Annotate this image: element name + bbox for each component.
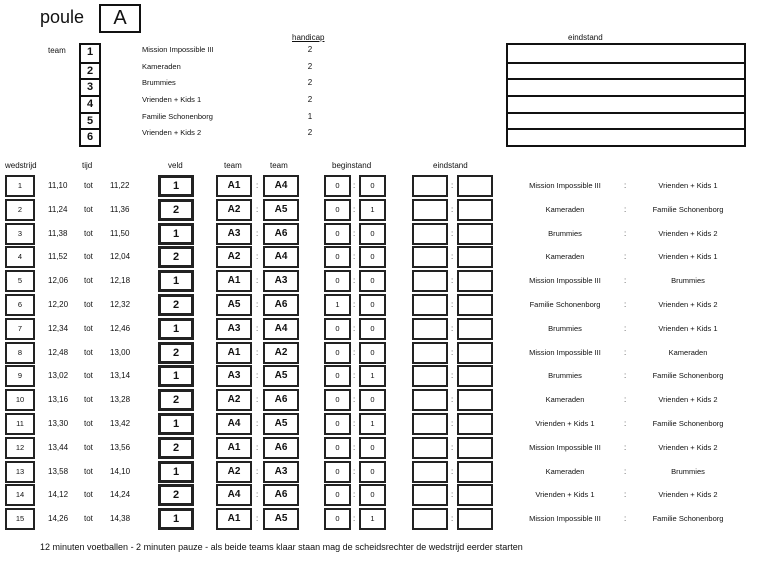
colon-separator: : (624, 300, 627, 309)
start-score-team1: 0 (324, 413, 351, 435)
colon-separator: : (624, 347, 627, 357)
final-standing-row[interactable] (508, 95, 744, 112)
team-handicap: 2 (307, 128, 313, 138)
start-score-team1: 0 (324, 270, 351, 292)
colon-separator: : (451, 228, 454, 238)
final-standing-row[interactable] (508, 62, 744, 79)
final-score-team2[interactable] (457, 246, 493, 268)
final-standings-table (506, 43, 746, 147)
colon-separator: : (256, 490, 259, 500)
team-handicap: 2 (307, 95, 313, 104)
team2-name: Vrienden + Kids 2 (658, 228, 718, 238)
end-time: 14,24 (110, 490, 131, 500)
start-score-team1: 0 (324, 223, 351, 245)
colon-separator: : (624, 466, 627, 476)
team-number: 1 (86, 46, 94, 58)
start-score-team2: 0 (359, 175, 386, 197)
team1-code: A4 (216, 484, 252, 506)
colon-separator: : (256, 395, 259, 405)
match-number: 14 (5, 484, 35, 506)
team1-code: A1 (216, 437, 252, 459)
colon-separator: : (451, 204, 454, 214)
team-name: Vrienden + Kids 2 (142, 128, 202, 138)
final-score-team1[interactable] (412, 508, 448, 530)
team2-name: Vrienden + Kids 1 (658, 181, 718, 190)
team-handicap: 2 (307, 78, 313, 88)
team-number: 6 (81, 128, 99, 145)
start-time: 12,20 (48, 300, 69, 309)
start-time: 11,38 (48, 228, 68, 238)
colon-separator: : (624, 276, 627, 286)
team2-code: A4 (263, 318, 299, 340)
colon-separator: : (353, 276, 356, 286)
colon-separator: : (451, 466, 454, 476)
team1-name: Kameraden (545, 204, 585, 214)
match-number: 3 (5, 223, 35, 245)
start-score-team2: 1 (359, 413, 386, 435)
team1-code: A5 (216, 294, 252, 316)
team1-name: Mission Impossible III (529, 276, 601, 286)
time-separator: tot (84, 323, 93, 333)
start-score-team1: 0 (324, 342, 351, 364)
team1-name: Mission Impossible III (529, 181, 601, 190)
final-score-team1[interactable] (412, 437, 448, 459)
team1-code: A2 (216, 246, 252, 268)
end-time: 13,14 (110, 371, 131, 381)
time-separator: tot (84, 276, 93, 286)
end-time: 12,18 (110, 276, 131, 286)
team2-code: A4 (263, 175, 299, 197)
final-score-team2[interactable] (457, 389, 493, 411)
poule-value: A (99, 4, 141, 33)
colon-separator: : (353, 395, 356, 405)
field-number: 2 (158, 389, 194, 411)
colon-separator: : (353, 466, 356, 476)
time-separator: tot (84, 300, 93, 309)
team1-code: A1 (216, 270, 252, 292)
time-separator: tot (84, 371, 93, 381)
team2-name: Familie Schonenborg (652, 419, 724, 428)
team1-code: A3 (216, 365, 252, 387)
colon-separator: : (451, 347, 454, 357)
time-separator: tot (84, 228, 93, 238)
team2-code: A5 (263, 199, 299, 221)
final-standing-row[interactable] (508, 128, 744, 145)
start-score-team2: 1 (359, 365, 386, 387)
start-score-team2: 1 (359, 508, 386, 530)
team-label: team (48, 46, 66, 55)
field-number: 2 (158, 199, 194, 221)
colon-separator: : (624, 490, 627, 500)
header-team2: team (270, 161, 288, 170)
field-number: 1 (158, 175, 194, 197)
start-score-team1: 0 (324, 199, 351, 221)
final-score-team2[interactable] (457, 175, 493, 197)
final-score-team2[interactable] (457, 365, 493, 387)
start-score-team1: 1 (324, 294, 351, 316)
colon-separator: : (256, 347, 259, 357)
team1-code: A1 (216, 342, 252, 364)
colon-separator: : (624, 204, 627, 214)
colon-separator: : (353, 371, 356, 381)
match-number: 8 (5, 342, 35, 364)
team1-name: Mission Impossible III (529, 442, 601, 452)
team2-name: Familie Schonenborg (652, 204, 724, 214)
team2-code: A5 (263, 365, 299, 387)
colon-separator: : (624, 228, 627, 238)
team2-code: A5 (263, 508, 299, 530)
start-time: 13,02 (48, 371, 69, 381)
start-score-team1: 0 (324, 437, 351, 459)
end-time: 13,42 (110, 419, 131, 428)
start-time: 12,34 (48, 323, 69, 333)
colon-separator: : (256, 252, 259, 262)
team1-name: Vrienden + Kids 1 (535, 490, 595, 500)
final-score-team1[interactable] (412, 199, 448, 221)
team1-code: A3 (216, 223, 252, 245)
colon-separator: : (624, 419, 627, 428)
colon-separator: : (256, 442, 259, 452)
time-separator: tot (84, 347, 93, 357)
match-number: 12 (5, 437, 35, 459)
final-standing-row[interactable] (508, 45, 744, 62)
match-number: 1 (5, 175, 35, 197)
team-number: 5 (81, 112, 99, 129)
final-score-team2[interactable] (457, 199, 493, 221)
start-score-team2: 0 (359, 437, 386, 459)
field-number: 1 (158, 270, 194, 292)
team2-name: Brummies (671, 466, 705, 476)
end-time: 11,50 (110, 228, 130, 238)
match-number: 4 (5, 246, 35, 268)
final-score-team2[interactable] (457, 484, 493, 506)
end-time: 13,00 (110, 347, 131, 357)
final-score-team1[interactable] (412, 175, 448, 197)
time-separator: tot (84, 419, 93, 428)
team2-code: A3 (263, 270, 299, 292)
start-score-team1: 0 (324, 365, 351, 387)
team-name: Brummies (142, 78, 176, 88)
team2-code: A6 (263, 294, 299, 316)
start-score-team2: 0 (359, 461, 386, 483)
end-time: 12,46 (110, 323, 131, 333)
team1-name: Brummies (548, 228, 582, 238)
final-score-team1[interactable] (412, 413, 448, 435)
team2-name: Vrienden + Kids 1 (658, 323, 718, 333)
team-name: Familie Schonenborg (142, 111, 213, 121)
start-time: 12,48 (48, 347, 69, 357)
match-number: 10 (5, 389, 35, 411)
field-number: 1 (158, 461, 194, 483)
colon-separator: : (256, 371, 259, 381)
colon-separator: : (256, 276, 259, 286)
team1-name: Brummies (548, 323, 582, 333)
team-handicap: 2 (307, 61, 313, 71)
header-tijd: tijd (82, 161, 93, 170)
team-number-list (79, 43, 101, 147)
field-number: 1 (158, 318, 194, 340)
start-time: 14,26 (48, 514, 69, 524)
time-separator: tot (84, 395, 93, 405)
team2-name: Vrienden + Kids 2 (658, 300, 718, 309)
colon-separator: : (256, 228, 259, 238)
team-name: Kameraden (142, 61, 181, 71)
colon-separator: : (353, 347, 356, 357)
start-time: 11,52 (48, 252, 68, 262)
colon-separator: : (451, 276, 454, 286)
team1-name: Kameraden (545, 395, 585, 405)
match-number: 15 (5, 508, 35, 530)
team2-name: Vrienden + Kids 2 (658, 442, 718, 452)
team2-name: Familie Schonenborg (652, 514, 724, 524)
start-score-team1: 0 (324, 175, 351, 197)
start-score-team2: 0 (359, 223, 386, 245)
team2-code: A4 (263, 246, 299, 268)
colon-separator: : (353, 442, 356, 452)
colon-separator: : (624, 252, 627, 262)
start-score-team2: 0 (359, 342, 386, 364)
team2-name: Vrienden + Kids 2 (658, 395, 718, 405)
colon-separator: : (256, 323, 259, 333)
final-score-team1[interactable] (412, 342, 448, 364)
team2-name: Kameraden (668, 347, 708, 357)
team1-name: Vrienden + Kids 1 (535, 419, 595, 428)
team-handicap: 2 (307, 45, 313, 54)
final-score-team1[interactable] (412, 484, 448, 506)
field-number: 1 (158, 223, 194, 245)
start-score-team1: 0 (324, 318, 351, 340)
colon-separator: : (624, 181, 627, 190)
field-number: 2 (158, 484, 194, 506)
colon-separator: : (624, 395, 627, 405)
start-score-team2: 0 (359, 318, 386, 340)
team1-code: A4 (216, 413, 252, 435)
start-score-team2: 0 (359, 389, 386, 411)
colon-separator: : (353, 419, 356, 428)
colon-separator: : (451, 442, 454, 452)
colon-separator: : (451, 252, 454, 262)
team2-code: A5 (263, 413, 299, 435)
header-eindstand: eindstand (433, 161, 468, 170)
start-score-team2: 0 (359, 246, 386, 268)
team2-code: A2 (263, 342, 299, 364)
team-name: Vrienden + Kids 1 (142, 95, 202, 104)
team1-code: A1 (216, 175, 252, 197)
team-handicap: 1 (307, 111, 313, 121)
time-separator: tot (84, 514, 93, 524)
colon-separator: : (624, 371, 627, 381)
final-score-team1[interactable] (412, 223, 448, 245)
header-wedstrijd: wedstrijd (5, 161, 37, 170)
end-time: 14,10 (110, 466, 131, 476)
time-separator: tot (84, 442, 93, 452)
colon-separator: : (256, 514, 259, 524)
team1-name: Mission Impossible III (529, 347, 601, 357)
final-score-team2[interactable] (457, 342, 493, 364)
colon-separator: : (451, 419, 454, 428)
field-number: 2 (158, 342, 194, 364)
colon-separator: : (624, 323, 627, 333)
team2-name: Vrienden + Kids 2 (658, 490, 718, 500)
match-number: 6 (5, 294, 35, 316)
eindstand-header: eindstand (568, 33, 603, 42)
team2-code: A3 (263, 461, 299, 483)
colon-separator: : (353, 323, 356, 333)
colon-separator: : (353, 514, 356, 524)
final-score-team1[interactable] (412, 318, 448, 340)
colon-separator: : (353, 204, 356, 214)
field-number: 1 (158, 508, 194, 530)
team-number: 3 (81, 78, 99, 95)
match-number: 7 (5, 318, 35, 340)
final-standing-row[interactable] (508, 112, 744, 129)
header-beginstand: beginstand (332, 161, 372, 170)
end-time: 11,22 (110, 181, 130, 190)
final-score-team2[interactable] (457, 437, 493, 459)
team2-code: A6 (263, 223, 299, 245)
colon-separator: : (353, 490, 356, 500)
team1-name: Brummies (548, 371, 582, 381)
final-score-team2[interactable] (457, 294, 493, 316)
colon-separator: : (451, 323, 454, 333)
final-score-team1[interactable] (412, 365, 448, 387)
team-number: 2 (81, 62, 99, 79)
final-score-team1[interactable] (412, 270, 448, 292)
colon-separator: : (353, 252, 356, 262)
start-score-team2: 0 (359, 294, 386, 316)
team2-code: A6 (263, 437, 299, 459)
start-time: 13,30 (48, 419, 69, 428)
start-time: 13,44 (48, 442, 69, 452)
time-separator: tot (84, 466, 93, 476)
start-time: 11,24 (48, 204, 68, 214)
colon-separator: : (256, 466, 259, 476)
team2-name: Brummies (671, 276, 705, 286)
final-score-team2[interactable] (457, 461, 493, 483)
start-time: 13,16 (48, 395, 69, 405)
end-time: 11,36 (110, 204, 130, 214)
header-team1: team (224, 161, 242, 170)
team-number: 4 (81, 95, 99, 112)
start-score-team2: 0 (359, 270, 386, 292)
final-score-team1[interactable] (412, 461, 448, 483)
start-time: 13,58 (48, 466, 69, 476)
match-number: 5 (5, 270, 35, 292)
header-veld: veld (168, 161, 183, 170)
colon-separator: : (451, 490, 454, 500)
end-time: 12,04 (110, 252, 131, 262)
team1-code: A3 (216, 318, 252, 340)
final-score-team2[interactable] (457, 413, 493, 435)
team1-code: A2 (216, 199, 252, 221)
start-score-team1: 0 (324, 484, 351, 506)
end-time: 13,28 (110, 395, 131, 405)
field-number: 1 (158, 413, 194, 435)
start-time: 14,12 (48, 490, 69, 500)
final-score-team2[interactable] (457, 508, 493, 530)
final-score-team2[interactable] (457, 318, 493, 340)
team2-name: Vrienden + Kids 1 (658, 252, 718, 262)
end-time: 14,38 (110, 514, 131, 524)
footer-note: 12 minuten voetballen - 2 minuten pauze - als beide teams klaar staan mag de scheidsrechter de wedstrijd eerder starten (40, 542, 523, 552)
match-number: 13 (5, 461, 35, 483)
team1-code: A2 (216, 461, 252, 483)
colon-separator: : (451, 514, 454, 524)
team1-name: Kameraden (545, 466, 585, 476)
colon-separator: : (353, 181, 356, 190)
match-number: 11 (5, 413, 35, 435)
team1-code: A1 (216, 508, 252, 530)
final-score-team2[interactable] (457, 223, 493, 245)
colon-separator: : (451, 300, 454, 309)
final-score-team2[interactable] (457, 270, 493, 292)
team-name: Mission Impossible III (142, 45, 214, 54)
colon-separator: : (256, 204, 259, 214)
team1-name: Familie Schonenborg (529, 300, 601, 309)
match-number: 9 (5, 365, 35, 387)
field-number: 2 (158, 294, 194, 316)
time-separator: tot (84, 181, 93, 190)
colon-separator: : (353, 228, 356, 238)
start-score-team1: 0 (324, 461, 351, 483)
colon-separator: : (451, 395, 454, 405)
start-score-team1: 0 (324, 508, 351, 530)
start-time: 11,10 (48, 181, 68, 190)
colon-separator: : (624, 514, 627, 524)
team1-code: A2 (216, 389, 252, 411)
end-time: 12,32 (110, 300, 131, 309)
colon-separator: : (256, 419, 259, 428)
team2-code: A6 (263, 484, 299, 506)
start-time: 12,06 (48, 276, 69, 286)
start-score-team2: 0 (359, 484, 386, 506)
team2-code: A6 (263, 389, 299, 411)
start-score-team2: 1 (359, 199, 386, 221)
time-separator: tot (84, 204, 93, 214)
start-score-team1: 0 (324, 246, 351, 268)
team1-name: Mission Impossible III (529, 514, 601, 524)
colon-separator: : (256, 300, 259, 309)
team1-name: Kameraden (545, 252, 585, 262)
time-separator: tot (84, 252, 93, 262)
match-number: 2 (5, 199, 35, 221)
team2-name: Familie Schonenborg (652, 371, 724, 381)
field-number: 2 (158, 246, 194, 268)
end-time: 13,56 (110, 442, 131, 452)
handicap-header: handicap (292, 33, 325, 42)
colon-separator: : (451, 181, 454, 190)
final-score-team1[interactable] (412, 294, 448, 316)
poule-label: poule (40, 7, 85, 27)
colon-separator: : (451, 371, 454, 381)
field-number: 1 (158, 365, 194, 387)
colon-separator: : (353, 300, 356, 309)
time-separator: tot (84, 490, 93, 500)
final-standing-row[interactable] (508, 78, 744, 95)
final-score-team1[interactable] (412, 389, 448, 411)
colon-separator: : (256, 181, 259, 190)
start-score-team1: 0 (324, 389, 351, 411)
final-score-team1[interactable] (412, 246, 448, 268)
colon-separator: : (624, 442, 627, 452)
field-number: 2 (158, 437, 194, 459)
